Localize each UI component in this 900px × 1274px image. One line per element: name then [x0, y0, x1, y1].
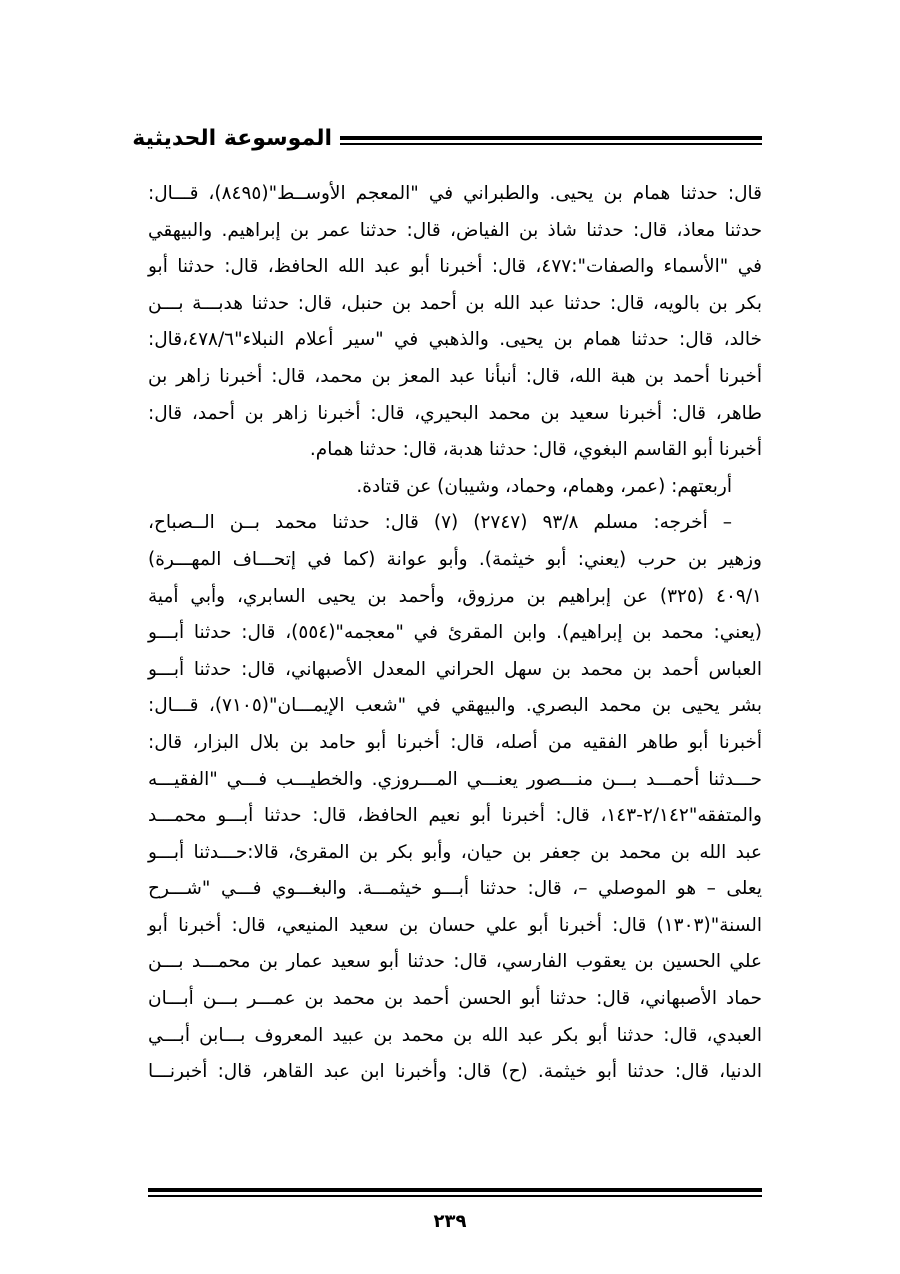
header-title: الموسوعة الحديثية: [124, 124, 340, 154]
text-line: السنة"(١٣٠٣) قال: أخبرنا أبو علي حسان بن سعيد المنيعي، قال: أخبرنا أبو: [148, 914, 762, 936]
footer-rule-thin: [148, 1195, 762, 1197]
body-text: [148, 176, 762, 1091]
text-line: أخبرنا أبو القاسم البغوي، قال: حدثنا هدبة، قال: حدثنا همام.: [309, 439, 762, 461]
text-line: طاهر، قال: أخبرنا سعيد بن محمد البحيري، قال: أخبرنا زاهر بن أحمد، قال:: [148, 402, 762, 424]
text-line: أربعتهم: (عمر، وهمام، وحماد، وشيبان) عن قتادة.: [356, 475, 732, 497]
text-line: – أخرجه: مسلم ٩٣/٨ (٢٧٤٧) (٧) قال: حدثنا محمد بــن الــصباح،: [148, 512, 732, 534]
text-line: خالد، قال: حدثنا همام بن يحيى. والذهبي في "سير أعلام النبلاء"٤٧٨/٦،قال:: [148, 329, 762, 351]
footer-double-rule: [148, 1188, 762, 1197]
text-line: والمتفقه"٢/١٤٢-١٤٣، قال: أخبرنا أبو نعيم الحافظ، قال: حدثنا أبـــو محمـــد: [148, 805, 762, 827]
text-line: يعلى – هو الموصلي –، قال: حدثنا أبـــو خيثمـــة. والبغـــوي فـــي "شـــرح: [148, 878, 762, 900]
text-line: حـــدثنا أحمـــد بـــن منـــصور يعنـــي المـــروزي. والخطيـــب فـــي "الفقيـــه: [148, 768, 762, 790]
text-line: قال: حدثنا همام بن يحيى. والطبراني في "المعجم الأوســط"(٨٤٩٥)، قـــال:: [148, 183, 762, 204]
text-line: أخبرنا أحمد بن هبة الله، قال: أنبأنا عبد المعز بن محمد، قال: أخبرنا زاهر بن: [148, 365, 762, 387]
text-line: العباس أحمد بن محمد بن سهل الحراني المعدل الأصبهاني، قال: حدثنا أبـــو: [148, 658, 762, 680]
text-line: بشر يحيى بن محمد البصري. والبيهقي في "شعب الإيمـــان"(٧١٠٥)، قـــال:: [148, 695, 763, 717]
text-line: حدثنا معاذ، قال: حدثنا شاذ بن الفياض، قال: حدثنا عمر بن إبراهيم. والبيهقي: [148, 219, 762, 241]
text-line: في "الأسماء والصفات":٤٧٧، قال: أخبرنا أبو عبد الله الحافظ، قال: حدثنا أبو: [148, 256, 762, 278]
text-line: الدنيا، قال: حدثنا أبو خيثمة. (ح) قال: وأخبرنا ابن عبد القاهر، قال: أخبرنـــا: [148, 1061, 762, 1083]
page-number: ٢٣٩: [433, 1211, 467, 1232]
text-line: وزهير بن حرب (يعني: أبو خيثمة). وأبو عوانة (كما في إتحـــاف المهـــرة): [148, 548, 762, 570]
text-line: ٤٠٩/١ (٣٢٥) عن إبراهيم بن مرزوق، وأحمد بن يحيى السابري، وأبي أمية: [148, 585, 762, 607]
text-line: علي الحسين بن يعقوب الفارسي، قال: حدثنا أبو سعيد عمار بن محمـــد بـــن: [148, 951, 762, 973]
text-line: حماد الأصبهاني، قال: حدثنا أبو الحسن أحمد بن محمد بن عمـــر بـــن أبـــان: [148, 988, 762, 1010]
text-line: (يعني: محمد بن إبراهيم). وابن المقرئ في "معجمه"(٥٥٤)، قال: حدثنا أبـــو: [148, 622, 763, 644]
text-line: بكر بن بالويه، قال: حدثنا عبد الله بن أحمد بن حنبل، قال: حدثنا هدبـــة بـــن: [148, 292, 762, 314]
text-line: أخبرنا أبو طاهر الفقيه من أصله، قال: أخبرنا أبو حامد بن بلال البزار، قال:: [148, 731, 762, 753]
running-header: [132, 122, 762, 158]
text-line: العبدي، قال: حدثنا أبو بكر عبد الله بن محمد بن عبيد المعروف بـــابن أبـــي: [148, 1024, 762, 1046]
footer-rule-thick: [148, 1188, 762, 1192]
text-line: عبد الله بن محمد بن جعفر بن حيان، وأبو بكر بن المقرئ، قالا:حـــدثنا أبـــو: [148, 841, 762, 863]
